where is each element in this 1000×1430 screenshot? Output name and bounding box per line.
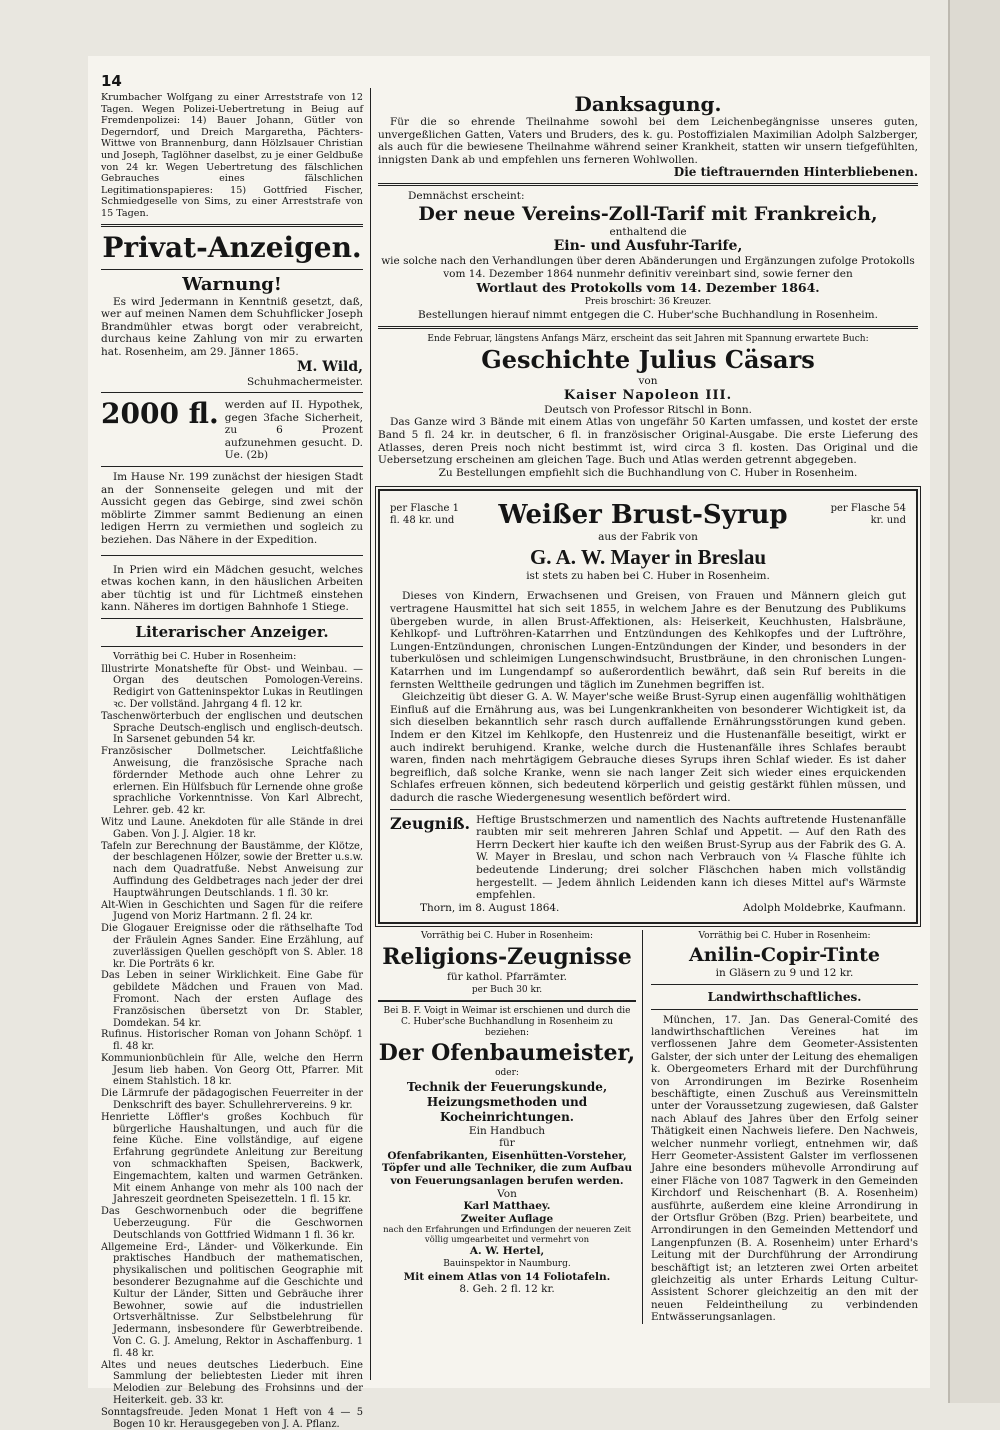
syrup-title: Weißer Brust-Syrup [498,500,788,531]
anilin-sub: in Gläsern zu 9 und 12 kr. [715,966,854,979]
room-ad: Im Hause Nr. 199 zunächst der hiesigen Stadt an der Sonnenseite gelegen und mit der Aussicht gegen das Gebirge, sind zwei schön möblirte Zimmer sammt Bedienung an einen ledigen Herrn zu vermiethen und sogleich zu beziehen. Das Nähere in der Expedition. [101,471,363,547]
divider [101,466,363,467]
divider [378,183,918,186]
ofen-atlas: Mit einem Atlas von 14 Foliotafeln. [403,1270,611,1283]
divider [101,224,363,227]
loan-text: werden auf II. Hypothek, gegen 3fache Sicherheit, zu 6 Prozent aufzunehmen gesucht. D. Ue. (2b) [224,399,363,462]
divider [101,392,363,393]
ofen-von: Von [497,1187,517,1200]
tarif-pre: Demnächst erscheint: [408,189,525,202]
ofen-author: Karl Matthaey. [463,1200,551,1213]
book-entry: Witz und Laune. Anekdoten für alle Stände in drei Gaben. Von J. J. Algier. 18 kr. [101,816,363,840]
divider [101,618,363,619]
dank-text: Für die so ehrende Theilnahme sowohl bei dem Leichenbegängnisse unseres guten, unvergeßlichen Gatten, Vaters und Bruders, des k. gu. Postoffizialen Maximilian Adolph Salzberger, als auch für die bewiesene Theilnahme während seiner Krankheit, statten wir unsern tiefgefühlten, innigsten Dank ab und empfehlen uns ferneren Wohlwollen. [378,116,918,166]
zeugnis-title: Zeugniß. [390,813,471,833]
ofen-edition: Zweiter Auflage [460,1212,554,1225]
book-entry: Henriette Löffler's großes Kochbuch für bürgerliche Haushaltungen, und auch für die feine Küche. Eine vollständige, auf eigene Erfahrung gegründete Anleitung zur Bereitung von schmackhaften Speisen, Backwerk, Eingemachtem, kalten und warmen Getränken. Mit einem Anhange von mehr als 100 nach der Jahreszeit geordneten Speisezetteln. 1 fl. 15 kr. [101,1111,363,1206]
ofen-fuer: für [499,1137,515,1150]
left-column [101,92,363,1430]
dank-title: Danksagung. [574,92,722,116]
syrup-price-left: per Flasche 1 fl. 48 kr. und [390,502,460,527]
ofen-target: Ofenfabrikanten, Eisenhütten-Vorsteher, Töpfer und alle Techniker, die zum Aufbau von Feuerungsanlagen berufen werden. [381,1149,633,1188]
book-entry: Das Leben in seiner Wirklichkeit. Eine Gabe für gebildete Mädchen und Frauen von Mad. Fromont. Nach der ersten Auflage des Französischen übersetzt von Dr. Stabler, Domdekan. 54 kr. [101,970,363,1029]
literary-title: Literarischer Anzeiger. [135,623,329,641]
caesar-text: Das Ganze wird 3 Bände mit einem Atlas von ungefähr 50 Karten umfassen, und kostet der erste Band 5 fl. 24 kr. in deutscher, 6 fl. in französischer Original-Ausgabe. Die erste Lieferung des Atlasses, deren Preis noch nicht bestimmt ist, wird circa 3 fl. kosten. Das Original und die Uebersetzung erscheinen am gleichen Tage. Buch und Atlas werden getrennt abgegeben. [378,416,918,467]
divider [101,555,363,556]
tarif-order: Bestellungen hierauf nimmt entgegen die C. Huber'sche Buchhandlung in Rosenheim. [418,308,878,321]
right-column [378,92,918,1324]
tarif-price: Preis broschirt: 36 Kreuzer. [584,297,712,308]
syrup-from: aus der Fabrik von [598,531,698,544]
book-entry: Kommunionbüchlein für Alle, welche den Herrn Jesum lieb haben. Von Georg Ott, Pfarrer. Mit einem Stahlstich. 18 kr. [101,1052,363,1088]
page-number: 14 [101,72,122,90]
zeugnis-signature: Adolph Moldebrke, Kaufmann. [743,901,906,914]
ofen-pre: Bei B. F. Voigt in Weimar ist erschienen und durch die C. Huber'sche Buchhandlung in Rosenheim zu beziehen: [383,1006,631,1039]
tarif-title: Der neue Vereins-Zoll-Tarif mit Frankreich, [418,202,878,225]
ofen-title: Der Ofenbaumeister, [378,1040,636,1067]
loan-amount: 2000 fl. [101,397,219,431]
ofen-oder: oder: [495,1068,519,1079]
divider [651,984,918,985]
book-entry: Tafeln zur Berechnung der Baustämme, der Klötze, der beschlagenen Hölzer, sowie der Bretter u.s.w. nach dem Quadratfuße. Nebst Anweisung zur Auffindung des Geldbetrages nach jeder der drei Hauptwährungen Deutschlands. 1 fl. 30 kr. [101,840,363,899]
bottom-split [378,930,918,1323]
book-entry: Taschenwörterbuch der englischen und deutschen Sprache Deutsch-englisch und englisch-deutsch. In Sarsenet gebunden 54 kr. [101,710,363,746]
syrup-price-right: per Flasche 54 kr. und [830,502,906,527]
divider [651,1009,918,1010]
rel-pre: Vorräthig bei C. Huber in Rosenheim: [420,931,594,942]
book-entry: Sonntagsfreude. Jeden Monat 1 Heft von 4 — 5 Bogen 10 kr. Herausgegeben von J. A. Pflanz. [101,1406,363,1430]
syrup-maker: G. A. W. Mayer in Breslau [529,544,767,569]
syrup-para-2: Gleichzeitig übt dieser G. A. W. Mayer'sche weiße Brust-Syrup einen augenfällig wohlthätigen Einfluß auf die Ernährung aus, was bei Lungenkrankheiten von besonderer Wichtigkeit ist, da sich dieselben bekanntlich sehr rasch durch auffallende Ernährungsstörungen kund geben. Indem er den Kitzel im Kehlkopfe, den Hustenreiz und die Hustenanfälle beseitigt, wirkt er auch indirekt beruhigend. Kranke, welche durch die Hustenanfälle ihres Schlafes beraubt waren, finden nach mehrtägigem Gebrauche dieses Syrups ihren Schlaf wieder. Es ist daher begreiflich, daß solche Kranke, wenn sie nach langer Zeit sich wieder eines erquickenden Schlafes erfreuen können, sich bedeutend körperlich und geistig gestärkt fühlen müssen, und dadurch die rasche Wiedergenesung wesentlich befördert wird. [390,691,906,804]
book-entry: Französischer Dollmetscher. Leichtfaßliche Anweisung, die französische Sprache nach fördernder Methode auch ohne Lehrer zu erlernen. Ein Hülfsbuch für Lernende ohne große sprachliche Vorkenntnisse. Von Karl Albrecht, Lehrer. geb. 42 kr. [101,746,363,817]
anilin-title: Anilin-Copir-Tinte [689,943,880,966]
land-text: München, 17. Jan. Das General-Comité des landwirthschaftlichen Vereines hat im verflossenen Jahre dem Geometer-Assistenten Galster, der sich unter der Leitung des ehemaligen k. Obergeometers Erhard mit der Durchführung von Arrondirungen im Bezirke Rosenheim beschäftigte, einen Zuschuß aus Vereinsmitteln unter der Voraussetzung zugewiesen, daß Galster nach Ablauf des Jahres über den Erfolg seiner Thätigkeit einen Nachweis liefere. Den Nachweis, welcher nunmehr vorliegt, entnehmen wir, daß Herr Geometer-Assistent Galster im verflossenen Jahre eine besonders mühevolle Arrondirung auf einer Fläche von 1087 Tagwerk in den Gemeinden Kirchdorf und Reischenhart (B. A. Rosenheim) ausführte, außerdem eine kleine Arrondirung in der Ortsflur Gröben (Bzg. Prien) bearbeitete, und Arrondirungen in den Gemeinden Mettendorf und Langenpfunzen (B. A. Rosenheim) unter Erhard's Leitung mit der Durchführung der Arrondirung beschäftigt ist; an letzteren zwei Orten arbeitet gleichzeitig als unter Erhards Leitung Cultur-Assistent Schorer gleichzeitig an den mit der neuen Feldeintheilung zu verbindenden Entwässerungsanlagen. [651,1013,918,1324]
book-list [101,664,363,1430]
book-entry: Die Lärmrufe der pädagogischen Feuerreiter in der Denkschrift des bayer. Schullehrervereins. 9 kr. [101,1088,363,1112]
police-report: Krumbacher Wolfgang zu einer Arreststrafe von 12 Tagen. Wegen Polizei-Uebertretung in Beiug auf Fremdenpolizei: 14) Bauer Johann, Gütler von Degerndorf, und Dreich Margaretha, Pächters-Wittwe von Brannenburg, dann Hölzlsauer Christian und Joseph, Taglöhner daselbst, zu je einer Geldbuße von 24 kr. Wegen Uebertretung des fälschlichen Gebrauches eines fälschlichen Legitimationspapieres: 15) Gottfried Fischer, Schmiedgeselle von Sims, zu einer Arreststrafe von 15 Tagen. [101,92,363,219]
divider [101,646,363,647]
warnung-role: Schuhmachermeister. [246,375,363,388]
zeugnis-text: Heftige Brustschmerzen und namentlich des Nachts auftretende Hustenanfälle raubten mir seit mehreren Jahren Schlaf und Appetit. — Auf den Rath des Herrn Deckert hier kaufte ich den weißen Brust-Syrup aus der Fabrik des G. A. W. Mayer in Breslau, und schon nach Verbrauch von ¼ Flasche fühlte ich bedeutende Linderung; drei solcher Fläschchen haben mich vollständig hergestellt. — Jedem ähnlich Leidenden kann ich dieses Mittel auf's Wärmste empfehlen. [476,813,906,902]
ofen-edition-note: nach den Erfahrungen und Erfindungen der neueren Zeit völlig umgearbeitet und vermehrt von [383,1225,631,1246]
caesar-author: Kaiser Napoleon III. [563,387,733,403]
rel-title: Religions-Zeugnisse [382,943,632,970]
dank-signature: Die tieftrauernden Hinterbliebenen. [673,165,918,180]
caesar-translator: Deutsch von Professor Ritschl in Bonn. [544,403,752,416]
tarif-text: wie solche nach den Verhandlungen über deren Abänderungen und Ergänzungen zufolge Protokolls vom 14. Dezember 1864 nunmehr definitiv vereinbart sind, sowie ferner den [381,255,915,280]
divider [378,326,918,329]
caesar-title: Geschichte Julius Cäsars [481,345,815,375]
book-entry: Die Glogauer Ereignisse oder die räthselhafte Tod der Fräulein Agnes Sander. Eine Erzählung, auf zuverlässigen Quellen geschöpft von S. Abler. 18 kr. Die Porträts 6 kr. [101,923,363,970]
tarif-sub2: Ein- und Ausfuhr-Tarife, [553,238,743,255]
book-entry: Alt-Wien in Geschichten und Sagen für die reifere Jugend von Moriz Hartmann. 2 fl. 24 kr. [101,899,363,923]
caesar-von: von [638,375,658,388]
ofen-handbuch: Ein Handbuch [468,1124,546,1137]
prien-ad: In Prien wird ein Mädchen gesucht, welches etwas kochen kann, in den häuslichen Arbeiten aber tüchtig ist und für Lichtmeß einstehen kann. Näheres im dortigen Bahnhofe 1 Stiege. [101,563,363,614]
book-entry: Illustrirte Monatshefte für Obst- und Weinbau. — Organ des deutschen Pomologen-Vereins. Redigirt von Gatteninspektor Lukas in Reutlingen ꝛc. Der vollständ. Jahrgang 4 fl. 12 kr. [101,663,363,710]
tarif-wortlaut: Wortlaut des Protokolls vom 14. Dezember 1864. [476,280,820,296]
book-entry: Altes und neues deutsches Liederbuch. Eine Sammlung der beliebtesten Lieder mit ihren Melodien zur Belebung des Frohsinns und der Heiterkeit. geb. 33 kr. [101,1359,363,1406]
caesar-order: Zu Bestellungen empfiehlt sich die Buchhandlung von C. Huber in Rosenheim. [438,466,858,479]
book-entry: Allgemeine Erd-, Länder- und Völkerkunde. Ein praktisches Handbuch der mathematischen, physikalischen und politischen Geographie mit besonderer Bezugnahme auf die Geschichte und Kultur der Länder, Sitten und Gebräuche ihrer Bewohner, sowie auf die industriellen Ortsverhältnisse. Zur Selbstbelehrung für Jedermann, insbesondere für Gewerbtreibende. Von C. G. J. Amelung, Rektor in Aschaffenburg. 1 fl. 48 kr. [101,1241,363,1359]
syrup-para-1: Dieses von Kindern, Erwachsenen und Greisen, von Frauen und Männern gleich gut vertragene Hausmittel hat sich seit 1855, in welchem Jahre es der Benutzung des Publikums übergeben wurde, in allen Brust-Affektionen, als: Heiserkeit, Keuchhusten, Halsbräune, Kehlkopf- und Luftröhren-Katarrhen und Entzündungen des Kehlkopfes und der Luftröhre, Lungen-Entzündungen, chronischen Lungen-Entzündungen der Kinder, und besonders in der tuberkulösen und schleimigen Lungenschwindsucht, Brustbräune, in den chronischen Lungen-Katarrhen und im Lungendampf so außerordentlich bewährt, daß sein Ruf bereits in die fernsten Welttheile gedrungen und täglich im Zunehmen begriffen ist. [390,590,906,691]
warnung-text: Es wird Jedermann in Kenntniß gesetzt, daß, wer auf meinen Namen dem Schuhflicker Joseph Brandmühler etwas borgt oder verabreicht, durchaus keine Zahlung von mir zu erwarten hat. Rosenheim, am 29. Jänner 1865. [101,295,363,358]
ofen-editor: A. W. Hertel, [469,1245,545,1258]
column-rule [370,88,371,1380]
book-entry: Das Geschwornenbuch oder die begriffene Ueberzeugung. Für die Geschwornen Deutschlands von Gottfried Widmann 1 fl. 36 kr. [101,1206,363,1241]
divider [378,1000,636,1002]
warnung-signature: M. Wild, [296,358,363,375]
scan-edge [948,0,1000,1403]
rel-sub: für kathol. Pfarrämter. [446,970,568,983]
caesar-pre: Ende Februar, längstens Anfangs März, erscheint das seit Jahren mit Spannung erwartete Buch: [427,333,869,344]
tarif-sub: enthaltend die [609,225,687,238]
warnung-title: Warnung! [182,273,282,295]
anilin-pre: Vorräthig bei C. Huber in Rosenheim: [698,931,871,942]
zeugnis-place: Thorn, im 8. August 1864. [420,901,560,914]
book-entry: Rufinus. Historischer Roman von Johann Schöpf. 1 fl. 48 kr. [101,1029,363,1053]
ofen-price: 8. Geh. 2 fl. 12 kr. [459,1283,555,1296]
divider [390,809,906,810]
ofen-sub: Technik der Feuerungskunde, Heizungsmethoden und Kocheinrichtungen. [406,1079,608,1124]
ofen-editor-role: Bauinspektor in Naumburg. [443,1259,571,1270]
syrup-stock: ist stets zu haben bei C. Huber in Rosenheim. [526,569,770,582]
syrup-ad [378,489,918,924]
literary-intro: Vorräthig bei C. Huber in Rosenheim: [113,651,297,662]
rel-price: per Buch 30 kr. [471,984,543,995]
privat-title: Privat-Anzeigen. [102,230,362,264]
divider [101,269,363,270]
land-title: Landwirthschaftliches. [707,989,862,1004]
